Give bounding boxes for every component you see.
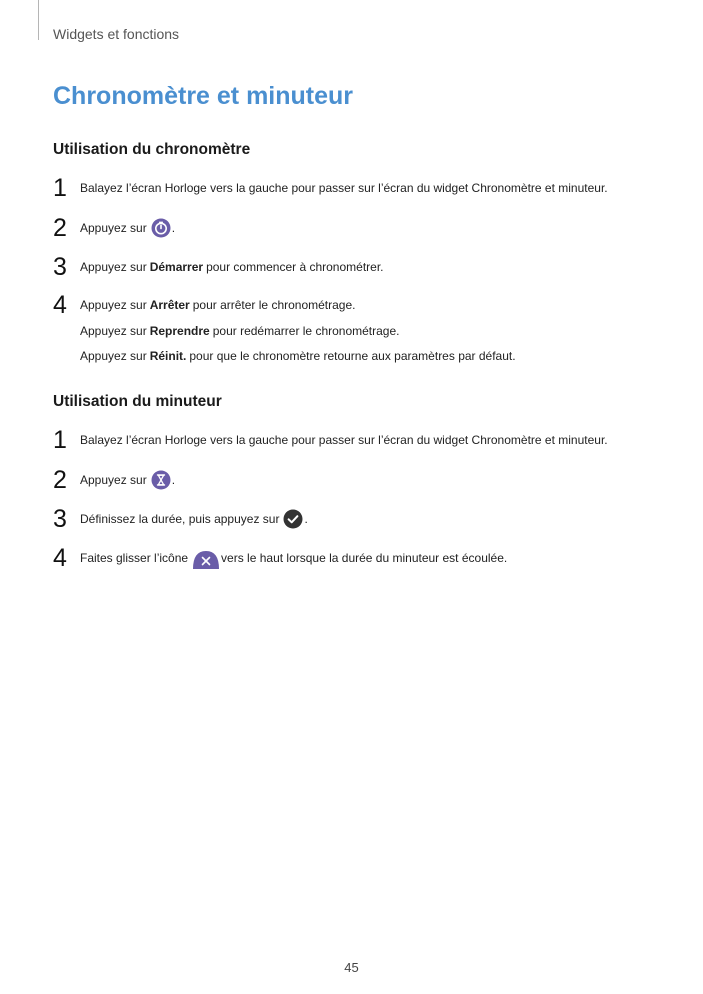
check-icon (283, 509, 303, 529)
hourglass-icon (151, 470, 171, 490)
step-number: 3 (53, 505, 67, 533)
stopwatch-step-3: 3 Appuyez sur Démarrer pour commencer à chronométrer. (53, 253, 384, 281)
step-number: 2 (53, 214, 67, 242)
chapter-header: Widgets et fonctions (53, 26, 180, 42)
stopwatch-step-1 (53, 174, 608, 202)
dismiss-icon (192, 547, 220, 569)
page-title: Chronomètre et minuteur (53, 82, 354, 110)
button-label-resume: Reprendre (149, 324, 210, 338)
section-heading-stopwatch: Utilisation du chronomètre (53, 141, 251, 158)
step-number: 4 (53, 291, 67, 319)
step-number: 1 (53, 174, 67, 202)
page-margin-line (38, 0, 39, 40)
stopwatch-step-2: 2 Appuyez sur . (53, 214, 176, 242)
timer-step-4: 4 Faites glisser l’icône vers le haut lorsque la durée du minuteur est écoulée. (53, 544, 508, 572)
page-number: 45 (344, 960, 359, 975)
button-label-stop: Arrêter (149, 298, 190, 312)
stopwatch-step-4-resume: Appuyez sur Reprendre pour redémarrer le chronométrage. (80, 324, 400, 338)
step-number: 4 (53, 544, 67, 572)
stopwatch-step-4: 4 Appuyez sur Arrêter pour arrêter le chronométrage. (53, 291, 356, 319)
button-label-start: Démarrer (149, 260, 204, 274)
section-heading-timer: Utilisation du minuteur (53, 393, 222, 410)
step-number: 2 (53, 466, 67, 494)
stopwatch-step-4-reset: Appuyez sur Réinit. pour que le chronomètre retourne aux paramètres par défaut. (80, 349, 516, 363)
step-number: 3 (53, 253, 67, 281)
timer-step-2: 2 Appuyez sur . (53, 466, 176, 494)
timer-step-1 (53, 426, 608, 454)
step-text: Balayez l’écran Horloge vers la gauche pour passer sur l’écran du widget Chronomètre et minuteur. (80, 433, 608, 447)
stopwatch-icon (151, 218, 171, 238)
button-label-reset: Réinit. (149, 349, 187, 363)
step-text: Appuyez sur (80, 221, 147, 235)
timer-step-3: 3 Définissez la durée, puis appuyez sur . (53, 505, 308, 533)
step-text: Balayez l’écran Horloge vers la gauche pour passer sur l’écran du widget Chronomètre et minuteur. (80, 181, 608, 195)
step-number: 1 (53, 426, 67, 454)
